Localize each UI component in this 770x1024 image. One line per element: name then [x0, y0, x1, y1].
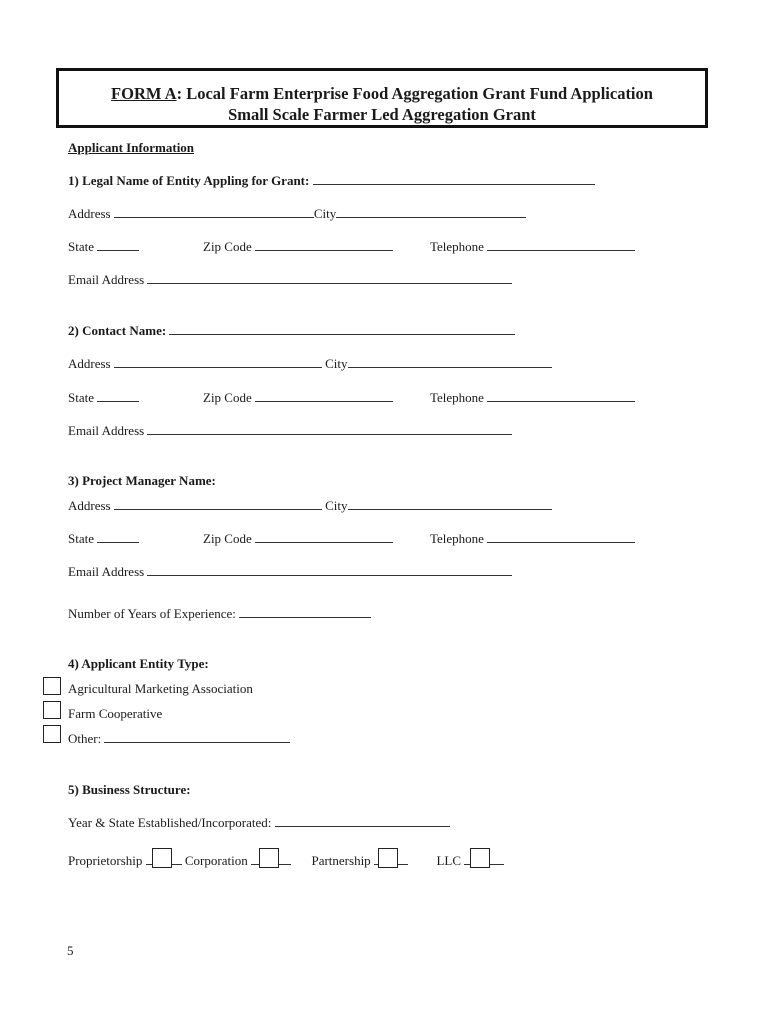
s1-city-label: City	[313, 206, 337, 221]
s2-email-label: Email Address	[68, 423, 145, 438]
checkbox-other[interactable]	[43, 725, 61, 743]
form-title-text: : Local Farm Enterprise Food Aggregation Grant Fund Application	[176, 84, 653, 103]
project-manager-label: 3) Project Manager Name:	[68, 473, 216, 488]
s3-telephone-field[interactable]	[487, 531, 635, 543]
experience-field[interactable]	[239, 606, 371, 618]
s1-email-field[interactable]	[147, 272, 512, 284]
s2-email-row	[68, 423, 512, 439]
s1-address-label: Address	[68, 206, 111, 221]
s3-state-wrap	[68, 531, 139, 547]
s1-email-row	[68, 272, 512, 288]
s1-telephone-wrap	[430, 239, 635, 255]
structure-llc-label: LLC	[436, 853, 461, 868]
option-agricultural-marketing: Agricultural Marketing Association	[68, 681, 253, 696]
form-title-box	[56, 68, 708, 128]
contact-name-label: 2) Contact Name:	[68, 323, 167, 338]
s3-email-label: Email Address	[68, 564, 145, 579]
checkbox-corporation[interactable]	[259, 848, 279, 868]
s3-zip-wrap	[203, 531, 393, 547]
s1-zip-wrap	[203, 239, 393, 255]
year-state-field[interactable]	[275, 815, 450, 827]
s1-zip-field[interactable]	[255, 239, 393, 251]
s3-zip-label: Zip Code	[203, 531, 252, 546]
s1-email-label: Email Address	[68, 272, 145, 287]
s2-city-field[interactable]	[348, 356, 552, 368]
s3-address-row	[68, 498, 552, 514]
s3-telephone-label: Telephone	[430, 531, 484, 546]
checkbox-agricultural-marketing[interactable]	[43, 677, 61, 695]
other-row	[68, 731, 290, 747]
structure-corporation-label: Corporation	[184, 853, 248, 868]
experience-label: Number of Years of Experience:	[68, 606, 236, 621]
checkbox-llc[interactable]	[470, 848, 490, 868]
s3-email-field[interactable]	[147, 564, 512, 576]
checkbox-farm-cooperative[interactable]	[43, 701, 61, 719]
contact-name-row	[68, 323, 515, 339]
s3-address-field[interactable]	[114, 498, 322, 510]
form-label: FORM A	[111, 84, 177, 103]
legal-name-row	[68, 173, 595, 189]
structure-proprietorship-label: Proprietorship	[68, 853, 143, 868]
s1-state-label-wrap	[68, 239, 139, 255]
s3-zip-field[interactable]	[255, 531, 393, 543]
underline-segment	[172, 853, 182, 865]
year-state-label: Year & State Established/Incorporated:	[68, 815, 272, 830]
business-structure-label: 5) Business Structure:	[68, 782, 191, 797]
structure-options-row	[68, 848, 504, 869]
s2-city-label: City	[325, 356, 348, 371]
entity-type-label: 4) Applicant Entity Type:	[68, 656, 209, 671]
page-number: 5	[67, 943, 74, 958]
s3-city-field[interactable]	[348, 498, 552, 510]
form-subtitle: Small Scale Farmer Led Aggregation Grant	[228, 105, 536, 124]
s1-zip-label: Zip Code	[203, 239, 252, 254]
s1-telephone-field[interactable]	[487, 239, 635, 251]
s3-address-label: Address	[68, 498, 111, 513]
s2-address-field[interactable]	[114, 356, 322, 368]
s3-state-field[interactable]	[97, 531, 139, 543]
s2-zip-label: Zip Code	[203, 390, 252, 405]
s2-telephone-field[interactable]	[487, 390, 635, 402]
s2-state-field[interactable]	[97, 390, 139, 402]
s1-address-field[interactable]	[114, 206, 314, 218]
s1-state-label: State	[68, 239, 94, 254]
s2-email-field[interactable]	[147, 423, 512, 435]
s3-city-label: City	[325, 498, 348, 513]
checkbox-proprietorship[interactable]	[152, 848, 172, 868]
s3-state-label: State	[68, 531, 94, 546]
s2-zip-wrap	[203, 390, 393, 406]
underline-segment	[398, 853, 408, 865]
experience-row	[68, 606, 371, 622]
form-title-line-1	[59, 83, 705, 104]
s1-address-row	[68, 206, 526, 222]
legal-name-label: 1) Legal Name of Entity Appling for Grant:	[68, 173, 310, 188]
other-field[interactable]	[104, 731, 290, 743]
applicant-information-heading: Applicant Information	[68, 140, 195, 155]
option-other: Other:	[68, 731, 102, 746]
underline-segment	[490, 853, 504, 865]
s2-state-label: State	[68, 390, 94, 405]
s1-telephone-label: Telephone	[430, 239, 484, 254]
s1-state-field[interactable]	[97, 239, 139, 251]
s2-telephone-label: Telephone	[430, 390, 484, 405]
option-farm-cooperative: Farm Cooperative	[68, 706, 163, 721]
checkbox-partnership[interactable]	[378, 848, 398, 868]
underline-segment	[251, 853, 259, 865]
s2-address-label: Address	[68, 356, 111, 371]
s2-state-wrap	[68, 390, 139, 406]
s2-telephone-wrap	[430, 390, 635, 406]
underline-segment	[279, 853, 291, 865]
s1-city-field[interactable]	[336, 206, 526, 218]
contact-name-field[interactable]	[169, 323, 515, 335]
legal-name-field[interactable]	[313, 173, 595, 185]
s2-zip-field[interactable]	[255, 390, 393, 402]
year-state-row	[68, 815, 450, 831]
s2-address-row	[68, 356, 552, 372]
structure-partnership-label: Partnership	[311, 853, 371, 868]
s3-telephone-wrap	[430, 531, 635, 547]
s3-email-row	[68, 564, 512, 580]
